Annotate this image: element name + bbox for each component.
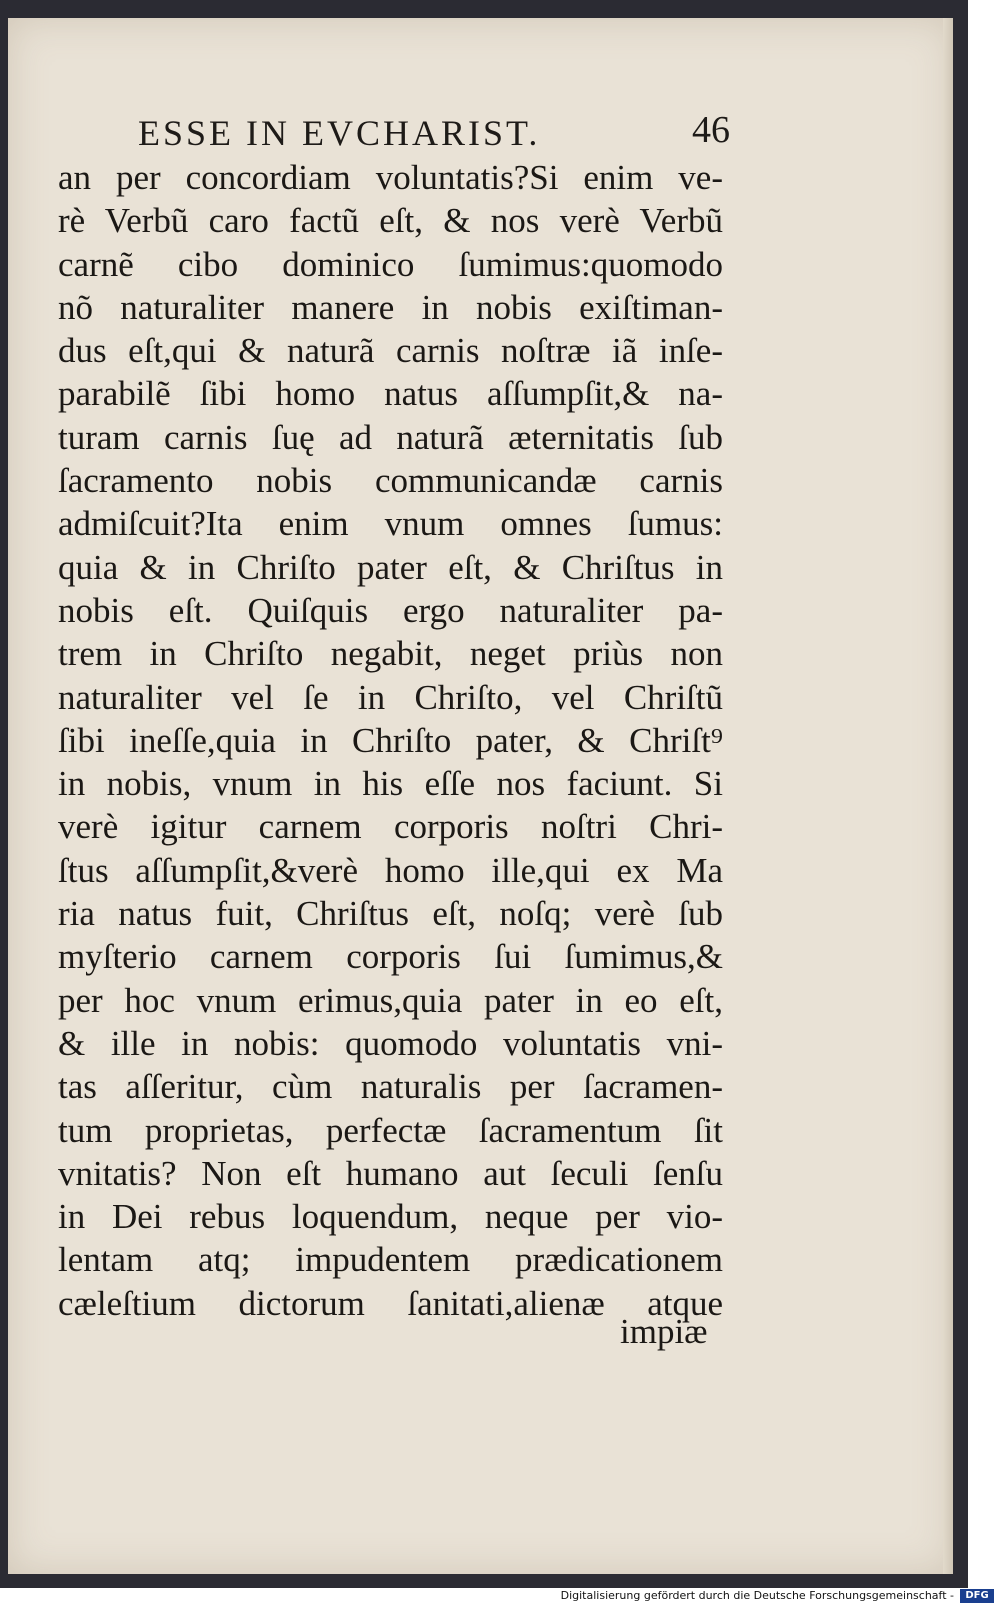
page-edge (943, 18, 953, 1574)
text-line: admiſcuit?Ita enim vnum omnes ſumus: (58, 504, 723, 544)
text-line: dus eſt,qui & naturã carnis noſtræ iã inſe- (58, 331, 723, 371)
text-line: in Dei rebus loquendum, neque per vio- (58, 1197, 723, 1237)
text-line: nobis eſt. Quiſquis ergo naturaliter pa- (58, 590, 723, 630)
text-line: per hoc vnum erimus,quia pater in eo eſt, (58, 980, 723, 1020)
text-line: rè Verbũ caro factũ eſt, & nos verè Verbũ (58, 201, 723, 241)
text-line: & ille in nobis: quomodo voluntatis vni- (58, 1023, 723, 1063)
text-line: lentam atq; impudentem prædicationem (58, 1240, 723, 1280)
text-line: quia & in Chriſto pater eſt, & Chriſtus in (58, 547, 723, 587)
text-line: in nobis, vnum in his eſſe nos faciunt. Si (58, 764, 723, 804)
text-line: vnitatis? Non eſt humano aut ſeculi ſenſu (58, 1153, 723, 1193)
text-line: carnẽ cibo dominico ſumimus:quomodo (58, 244, 723, 284)
digitization-credit: Digitalisierung gefördert durch die Deutsche Forschungsgemeinschaft - (560, 1589, 954, 1602)
text-line: myſterio carnem corporis ſui ſumimus,& (58, 937, 723, 977)
running-head (130, 98, 730, 158)
text-line: ria natus fuit, Chriſtus eſt, noſq; verè ſub (58, 894, 723, 934)
text-line: ſtus aſſumpſit,&verè homo ille,qui ex Ma (58, 850, 723, 890)
text-line: tum proprietas, perfectæ ſacramentum ſit (58, 1110, 723, 1150)
text-line: ſibi ineſſe,quia in Chriſto pater, & Chriſt⁹ (58, 720, 723, 760)
page-number: 46 (692, 109, 730, 151)
catchword: impiæ (620, 1312, 708, 1351)
text-line: tas aſſeritur, cùm naturalis per ſacramen- (58, 1067, 723, 1107)
text-line: verè igitur carnem corporis noſtri Chri- (58, 807, 723, 847)
text-line: cæleſtium dictorum ſanitati,alienæ atque (58, 1283, 723, 1323)
dfg-logo: DFG (960, 1589, 994, 1603)
text-line: nõ naturaliter manere in nobis exiſtiman- (58, 287, 723, 327)
text-line: parabilẽ ſibi homo natus aſſumpſit,& na- (58, 374, 723, 414)
body-text (58, 156, 723, 1325)
text-line: trem in Chriſto negabit, neget priùs non (58, 634, 723, 674)
running-title: ESSE IN EVCHARIST. (138, 113, 541, 153)
text-line: naturaliter vel ſe in Chriſto, vel Chriſtũ (58, 677, 723, 717)
text-line: ſacramento nobis communicandæ carnis (58, 461, 723, 501)
text-line: turam carnis ſuę ad naturã æternitatis ſub (58, 417, 723, 457)
text-line: an per concordiam voluntatis?Si enim ve- (58, 158, 723, 197)
